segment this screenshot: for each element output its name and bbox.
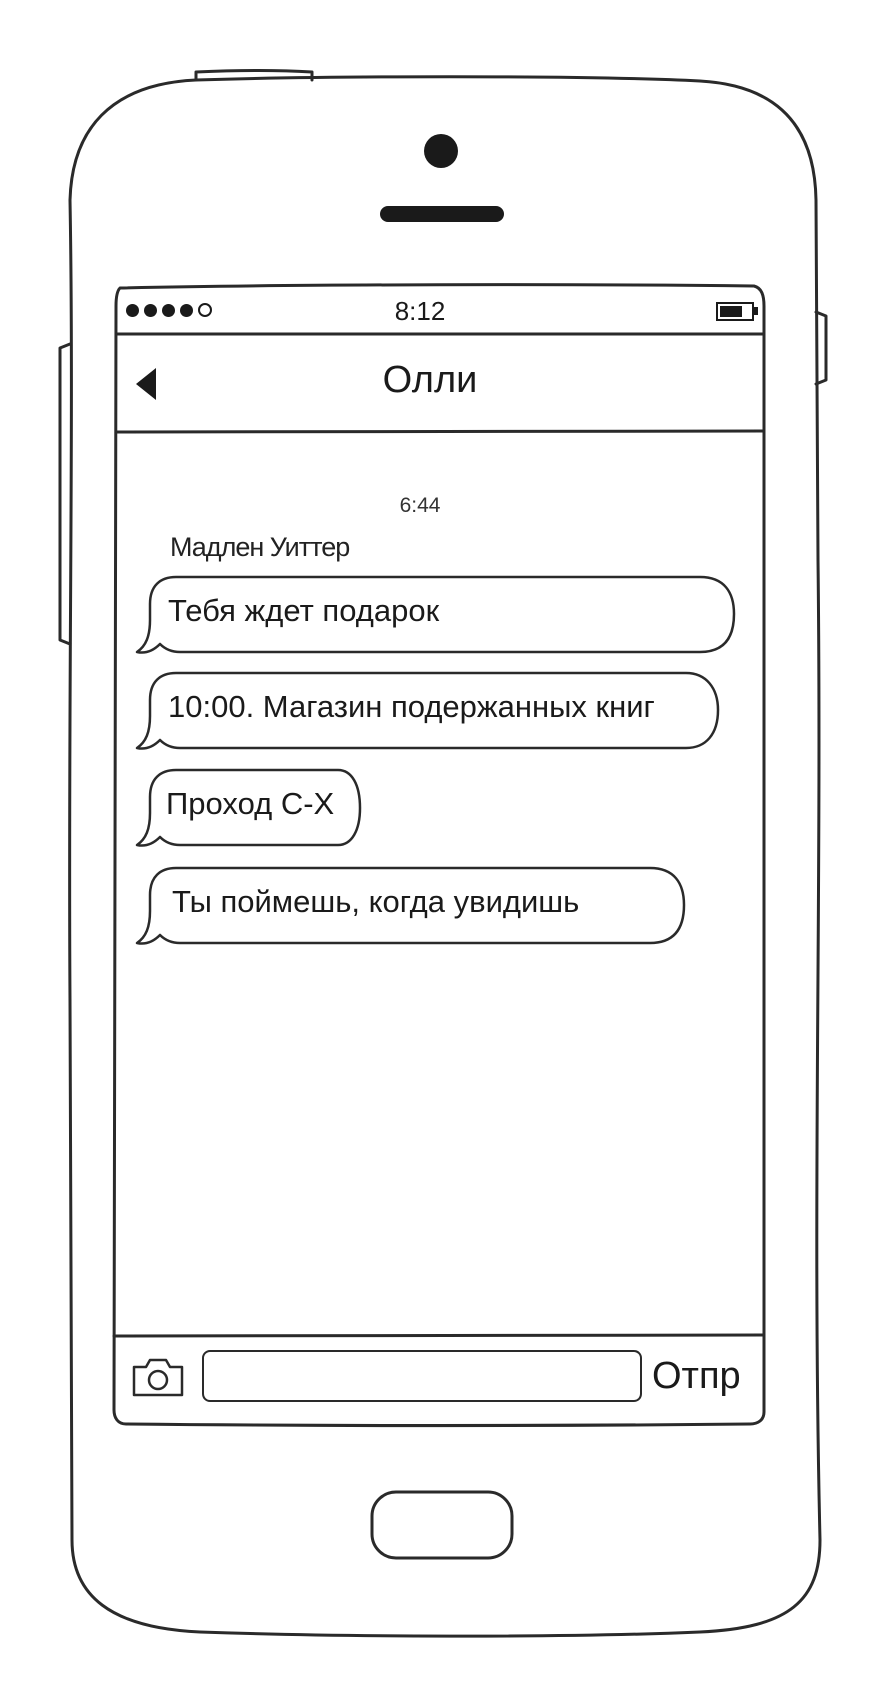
message-bubble-text: 10:00. Магазин подержанных книг — [168, 689, 655, 724]
message-input[interactable] — [202, 1350, 642, 1402]
back-button[interactable] — [128, 362, 168, 406]
message-bubble-text: Ты поймешь, когда увидишь — [172, 884, 580, 919]
message-bubble-text: Тебя ждет подарок — [168, 593, 440, 628]
sender-name: Мадлен Уиттер — [170, 532, 350, 562]
camera-icon — [130, 1355, 186, 1399]
send-button[interactable]: Отпр — [652, 1355, 741, 1397]
earpiece-speaker — [380, 206, 504, 222]
signal-dot-empty — [198, 303, 212, 317]
message-timestamp: 6:44 — [399, 494, 441, 517]
home-button — [372, 1492, 512, 1558]
volume-button — [60, 344, 70, 644]
camera-button[interactable] — [130, 1355, 186, 1399]
signal-dot — [180, 304, 193, 317]
battery-icon — [716, 302, 754, 321]
signal-strength-indicator — [126, 303, 212, 317]
signal-dot — [162, 304, 175, 317]
status-time: 8:12 — [394, 296, 446, 326]
front-camera — [424, 134, 458, 168]
battery-level — [720, 306, 742, 317]
conversation-title: Олли — [382, 359, 478, 401]
message-bubble-text: Проход С-Х — [166, 786, 335, 821]
signal-dot — [126, 304, 139, 317]
back-triangle-icon — [128, 362, 168, 406]
battery-tip — [754, 307, 758, 315]
signal-dot — [144, 304, 157, 317]
screen-outline — [114, 285, 764, 1426]
